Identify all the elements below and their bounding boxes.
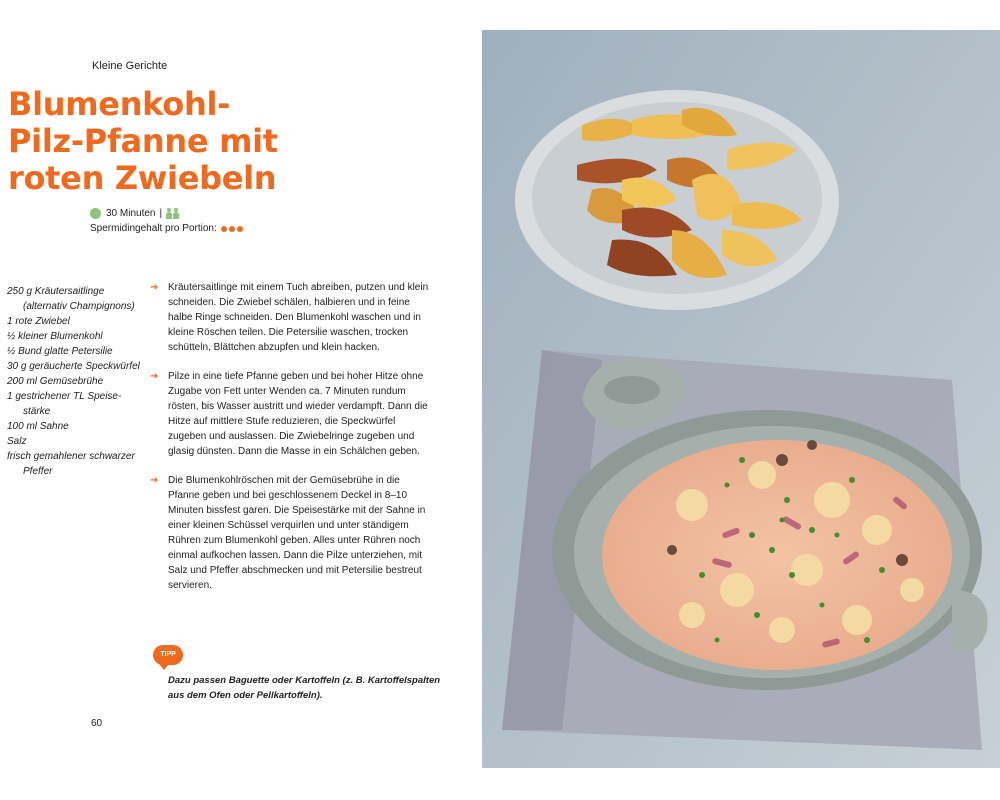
title-line: Blumenkohl- <box>8 85 231 123</box>
ingredient-item: ½ kleiner Blumenkohl <box>7 331 103 342</box>
rating-dot-icon <box>229 226 235 232</box>
recipe-meta <box>90 206 243 236</box>
person-icon <box>166 208 172 219</box>
ingredient-item: ½ Bund glatte Petersilie <box>7 346 113 357</box>
ingredient-item: 100 ml Sahne <box>7 421 69 432</box>
arrow-right-icon: ➔ <box>150 282 159 293</box>
title-line: Pilz-Pfanne mit <box>8 122 278 160</box>
ingredient-item: 30 g geräucherte Speckwürfel <box>7 361 140 372</box>
step-text: Pilze in eine tiefe Pfanne geben und bei hoher Hitze ohne Zugabe von Fett unter Wenden ca. 7 Minuten rundum rösten, bis Wasser austritt und wieder verdampft. Dann die Hitze auf mittlere Stufe reduzieren, die Speckwürfel zugeben und auslassen. Die Zwiebelringe zugeben und glasig dünsten. Dann die Masse in ein Schälchen geben. <box>168 371 428 457</box>
recipe-photo <box>482 30 1000 768</box>
ingredient-item: 1 rote Zwiebel <box>7 316 70 327</box>
ingredient-item: 250 g Kräutersaitlinge (alternativ Champignons) <box>7 286 135 312</box>
arrow-right-icon: ➔ <box>150 371 159 382</box>
title-line: roten Zwiebeln <box>8 159 277 197</box>
ingredient-item: 1 gestrichener TL Speise-stärke <box>7 391 122 417</box>
step-item <box>150 280 434 355</box>
separator: | <box>159 208 163 219</box>
step-text: Kräutersaitlinge mit einem Tuch abreiben, putzen und klein schneiden. Die Zwiebel schälen, halbieren und in feine halbe Ringe schneiden. Den Blumenkohl waschen und in kleine Röschen teilen. Die Petersilie waschen, trocken schütteln, Blättchen abzupfen und klein hacken. <box>168 282 429 353</box>
ingredient-item: frisch gemahlener schwarzer Pfeffer <box>7 451 135 477</box>
recipe-title <box>8 86 478 197</box>
clock-icon <box>90 208 101 219</box>
arrow-right-icon: ➔ <box>150 475 159 486</box>
person-icon <box>173 208 179 219</box>
servings-icon <box>166 208 179 219</box>
spermidine-label: Spermidingehalt pro Portion: <box>90 223 217 234</box>
ingredient-item: Salz <box>7 436 27 447</box>
section-label: Kleine Gerichte <box>92 60 168 72</box>
rating-dot-icon <box>221 226 227 232</box>
ingredient-list <box>7 284 147 479</box>
spermidine-rating <box>221 226 243 232</box>
food-photo-illustration <box>482 30 1000 768</box>
tip-badge: TIPP <box>153 645 183 665</box>
tip-text: Dazu passen Baguette oder Kartoffeln (z. B. Kartoffelspalten aus dem Ofen oder Pellkartoffeln). <box>168 675 441 701</box>
rating-dot-icon <box>237 226 243 232</box>
prep-time: 30 Minuten <box>106 208 156 219</box>
instruction-steps <box>150 280 434 607</box>
step-text: Die Blumenkohlröschen mit der Gemüsebrühe in die Pfanne geben und bei geschlossenem Deckel in 8–10 Minuten bissfest garen. Die Speisestärke mit der Sahne in einer kleinen Schüssel verquirlen und unter ständigem Rühren zum Blumenkohl geben. Alles unter Rühren noch einmal aufkochen lassen. Dann die Pilze unterziehen, mit Salz und Pfeffer abschmecken und mit Petersilie bestreut servieren. <box>168 475 426 591</box>
recipe-page <box>0 0 480 800</box>
page-number: 60 <box>91 718 103 729</box>
step-item <box>150 369 434 459</box>
ingredient-item: 200 ml Gemüsebrühe <box>7 376 104 387</box>
step-item <box>150 473 434 593</box>
